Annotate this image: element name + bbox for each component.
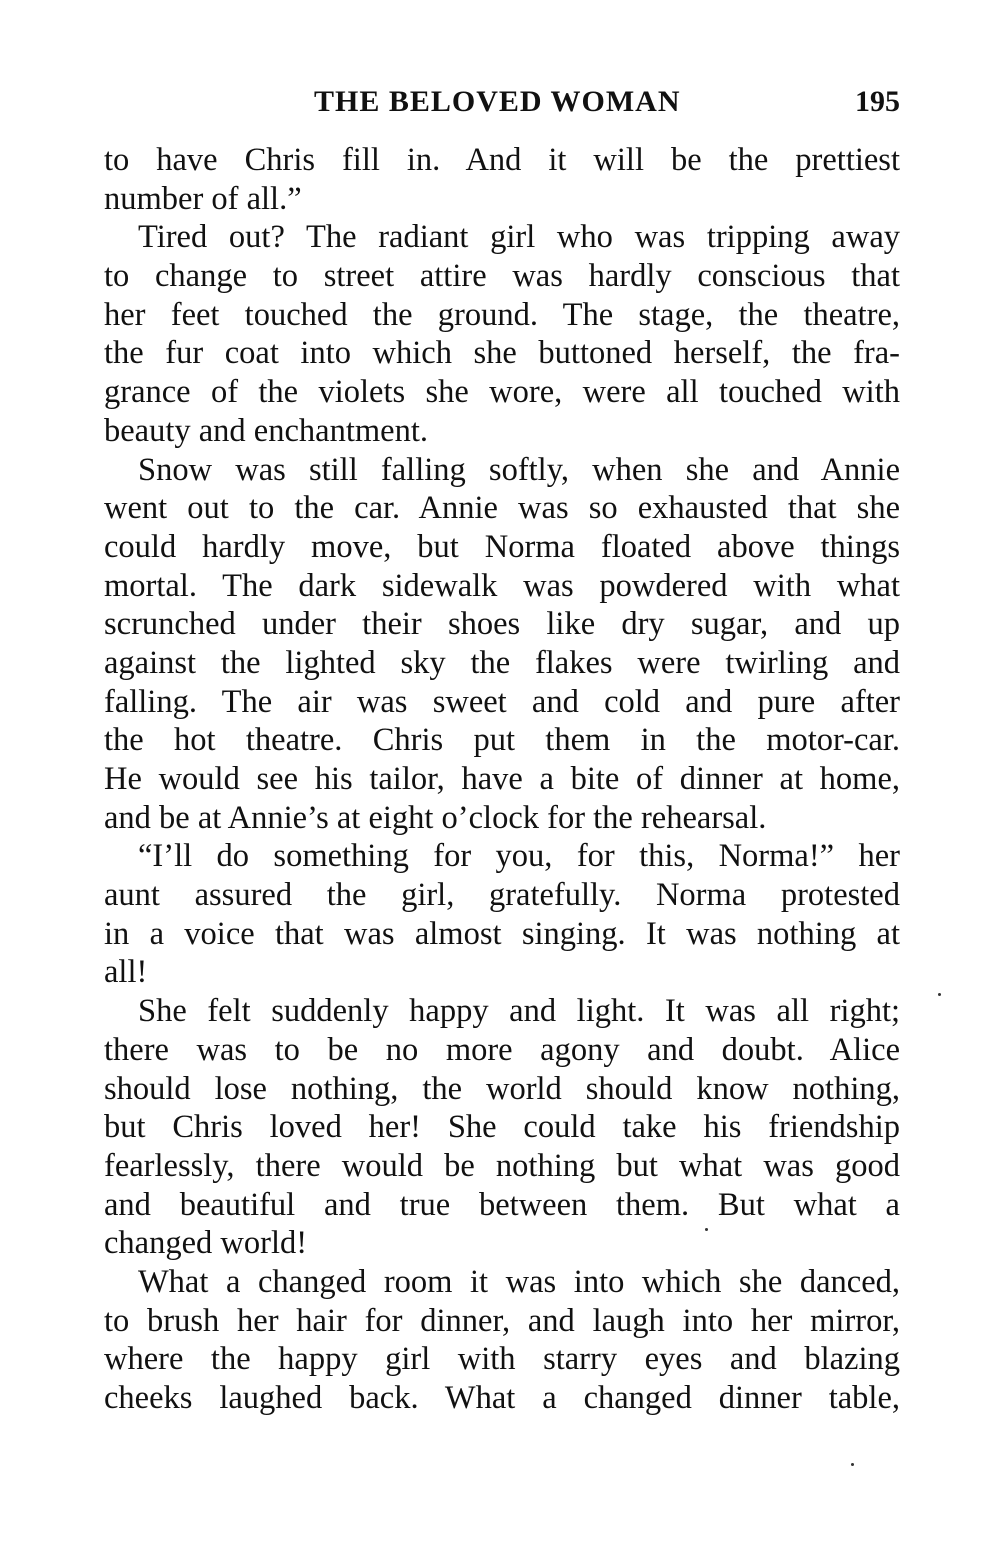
text-line: there was to be no more agony and doubt. Alice: [104, 1031, 900, 1068]
text-line: against the lighted sky the flakes were twirling and: [104, 644, 900, 681]
text-line: the hot theatre. Chris put them in the motor-car.: [104, 722, 900, 759]
text-line: to change to street attire was hardly conscious that: [104, 258, 900, 295]
text-line: could hardly move, but Norma floated above things: [104, 528, 900, 565]
print-speck: [705, 1228, 708, 1231]
text-line: number of all.”: [104, 180, 302, 217]
print-speck: [851, 1463, 854, 1466]
text-line: to have Chris fill in. And it will be the prettiest: [104, 142, 900, 178]
text-line: What a changed room it was into which she danced,: [138, 1263, 900, 1300]
text-line: the fur coat into which she buttoned herself, the fra-: [104, 335, 900, 372]
text-line: in a voice that was almost singing. It was nothing at: [104, 915, 900, 952]
body-text: [104, 141, 900, 1418]
text-line: all!: [104, 954, 148, 991]
text-line: but Chris loved her! She could take his friendship: [104, 1109, 900, 1146]
text-line: “I’ll do something for you, for this, Norma!” her: [138, 838, 900, 875]
text-line: where the happy girl with starry eyes and blazing: [104, 1341, 900, 1378]
text-line: Tired out? The radiant girl who was tripping away: [138, 219, 900, 256]
text-line: went out to the car. Annie was so exhausted that she: [104, 490, 900, 527]
text-line: mortal. The dark sidewalk was powdered with what: [104, 567, 900, 604]
text-line: and beautiful and true between them. But what a: [104, 1186, 900, 1223]
text-line: cheeks laughed back. What a changed dinner table,: [104, 1380, 900, 1416]
text-line: to brush her hair for dinner, and laugh into her mirror,: [104, 1302, 900, 1339]
text-line: Snow was still falling softly, when she and Annie: [138, 451, 900, 488]
text-line: her feet touched the ground. The stage, the theatre,: [104, 296, 900, 333]
text-line: and be at Annie’s at eight o’clock for the rehearsal.: [104, 799, 767, 836]
text-line: should lose nothing, the world should know nothing,: [104, 1070, 900, 1107]
text-line: aunt assured the girl, gratefully. Norma protested: [104, 877, 900, 914]
text-line: beauty and enchantment.: [104, 412, 428, 449]
text-line: changed world!: [104, 1225, 308, 1262]
text-line: scrunched under their shoes like dry sugar, and up: [104, 606, 900, 643]
text-line: She felt suddenly happy and light. It was all right;: [138, 993, 900, 1030]
running-head: [104, 80, 900, 124]
text-line: grance of the violets she wore, were all touched with: [104, 374, 900, 411]
text-line: falling. The air was sweet and cold and pure after: [104, 683, 900, 720]
text-line: He would see his tailor, have a bite of dinner at home,: [104, 761, 900, 797]
running-title: THE BELOVED WOMAN: [314, 85, 681, 118]
print-speck: [938, 993, 941, 996]
page-number: 195: [855, 85, 900, 118]
text-line: fearlessly, there would be nothing but what was good: [104, 1147, 900, 1184]
